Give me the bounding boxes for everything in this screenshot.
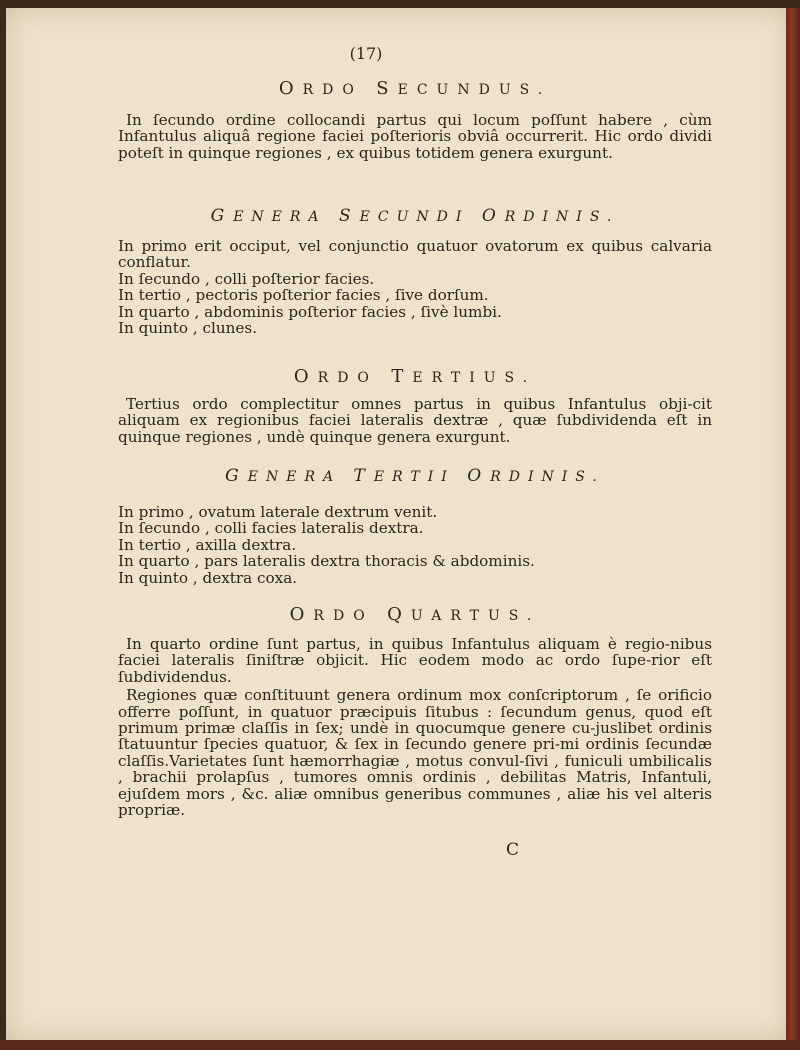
list-item: In tertio , axilla dextra. [118,535,297,554]
paragraph-ordo-quartus [118,636,712,818]
list-genera-secundi [118,238,712,336]
book-page [6,8,790,1040]
heading-genera-secundi: GENERA SECUNDI ORDINIS. [210,206,620,226]
heading-ordo-secundus: ORDO SECUNDUS. [278,78,552,99]
heading-ordo-quartus: ORDO QUARTUS. [289,604,541,625]
body-ordo-quartus-2: Regiones quæ conſtituunt genera ordinum mox conſcriptorum , ſe orificio offerre poſſunt, in quatuor præcipuis ſitubus : ſecundum genus, quod eſt primum primæ claſſis in ſex; undè in quocumque genere cu-juslibet ordinis ſtatuuntur ſpecies quatuor, & ſex in ſecundo genere pri-mi ordinis ſecundæ claſſis.Varietates ſunt hæmorrhagiæ , motus convul-ſivi , funiculi umbilicalis , brachii prolapſus , tumores omnis ordinis , debilitas Matris, Infantuli, ejuſdem mors , &c. aliæ omnibus generibus communes , aliæ his vel alteris propriæ. [118,686,712,820]
list-item: In quarto , pars lateralis dextra thoracis & abdominis. [118,552,535,571]
list-item: In ſecundo , colli facies lateralis dextra. [118,519,424,538]
heading-ordo-tertius: ORDO TERTIUS. [293,366,537,387]
list-item: In quinto , dextra coxa. [118,568,298,587]
list-item: In quinto , clunes. [118,319,258,338]
list-item: In primo erit occiput, vel conjunctio quatuor ovatorum ex quibus calvaria conflatur. [118,237,712,272]
paragraph-ordo-tertius [118,396,712,445]
body-ordo-tertius: Tertius ordo complectitur omnes partus in quibus Infantulus obji-cit aliquam ex regionibus faciei lateralis dextræ , quæ ſubdividenda eſt in quinque regiones , undè quinque genera exurgunt. [118,395,712,446]
list-item: In quarto , abdominis poſterior facies , ſivè lumbi. [118,302,502,321]
signature-mark: C [506,840,520,860]
body-ordo-secundus: In ſecundo ordine collocandi partus qui locum poſſunt habere , cùm Infantulus aliquâ regione faciei poſterioris obviâ occurrerit. Hic ordo dividi poteſt in quinque regiones , ex quibus totidem genera exurgunt. [118,111,712,162]
page-number: (17) [349,44,383,63]
list-item: In primo , ovatum laterale dextrum venit. [118,503,438,521]
book-edge [786,8,800,1040]
list-item: In ſecundo , colli poſterior facies. [118,269,375,288]
book-bottom-edge [0,1040,800,1050]
heading-genera-tertii: GENERA TERTII ORDINIS. [225,466,605,486]
paragraph-ordo-secundus [118,112,712,161]
body-ordo-quartus-1: In quarto ordine ſunt partus, in quibus Infantulus aliquam è regio-nibus faciei lateralis ſiniſtræ objicit. Hic eodem modo ac ordo ſupe-rior eſt ſubdividendus. [118,635,712,686]
list-item: In tertio , pectoris poſterior facies , ſive dorſum. [118,286,489,305]
list-genera-tertii [118,504,712,586]
